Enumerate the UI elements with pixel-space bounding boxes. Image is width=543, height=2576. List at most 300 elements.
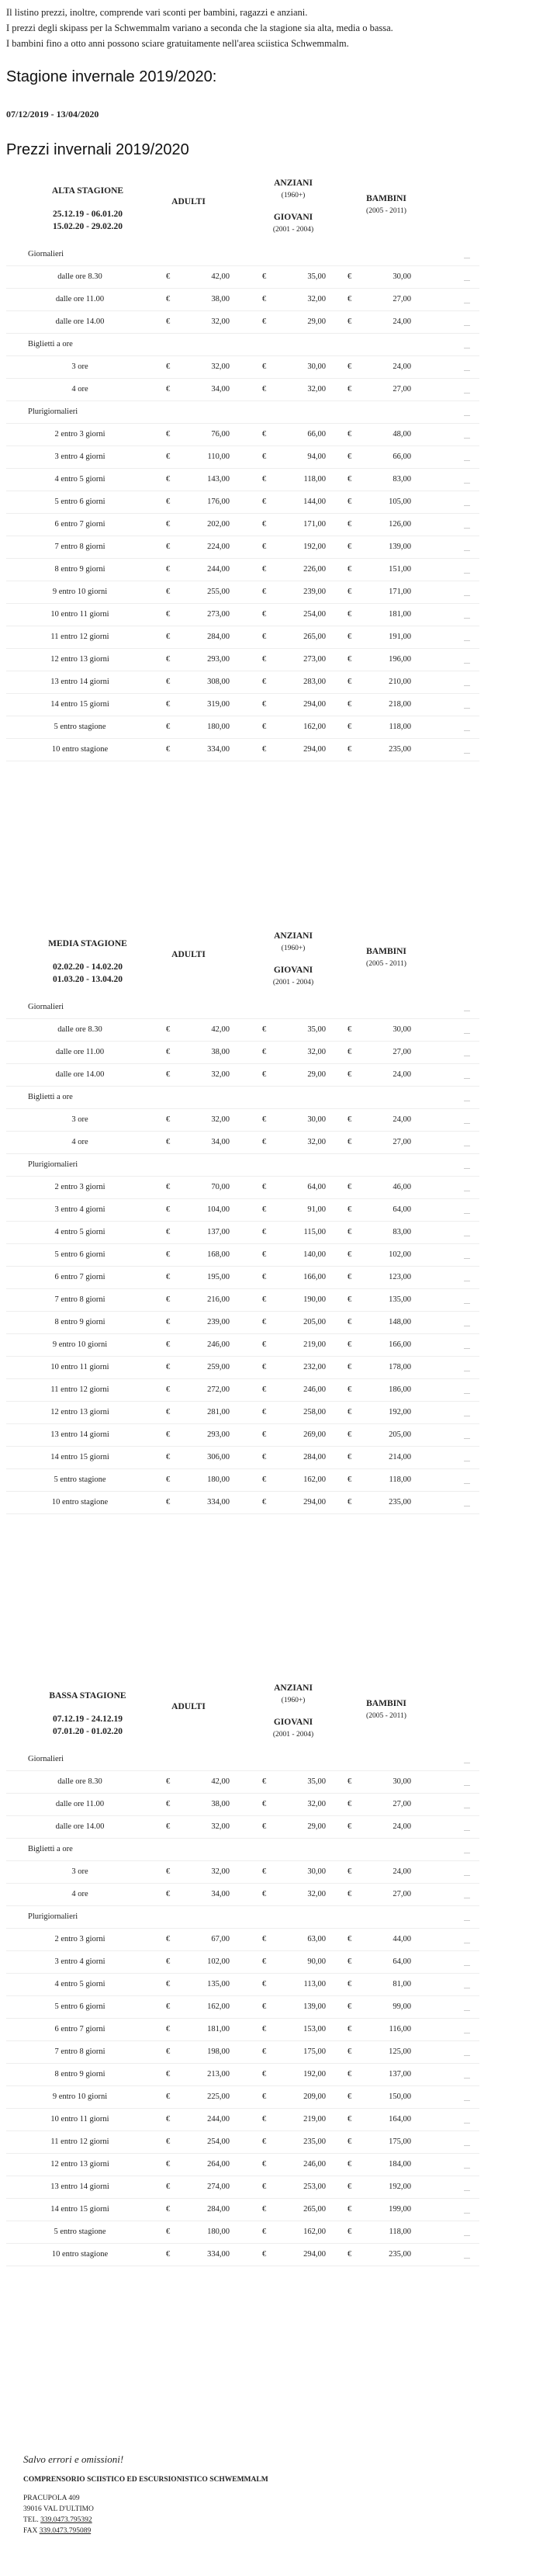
row-label: 8 entro 9 giorni (54, 2070, 105, 2078)
currency-symbol: € (166, 1273, 171, 1281)
price-value: 67,00 (211, 1935, 230, 1943)
row-label: dalle ore 14.00 (55, 1822, 105, 1831)
price-cell (262, 385, 340, 394)
price-cell (262, 1183, 340, 1191)
row-label: Giornalieri (28, 1755, 64, 1763)
row-end-mark (464, 573, 470, 574)
currency-symbol: € (166, 1822, 171, 1831)
currency-symbol: € (166, 633, 171, 641)
price-value: 83,00 (393, 475, 411, 484)
price-cell (166, 498, 244, 506)
currency-symbol: € (348, 2160, 352, 2169)
price-cell (348, 2092, 425, 2101)
col-giovani-sub: (2001 - 2004) (272, 979, 314, 986)
price-cell (166, 1318, 244, 1326)
row-label: 4 entro 5 giorni (54, 1980, 105, 1988)
price-value: 214,00 (389, 1453, 411, 1461)
row-label: 4 entro 5 giorni (54, 475, 105, 484)
price-value: 162,00 (303, 723, 326, 731)
price-cell (262, 1957, 340, 1966)
row-end-mark (464, 1168, 470, 1169)
price-cell (262, 723, 340, 731)
price-cell (166, 700, 244, 709)
price-value: 150,00 (389, 2092, 411, 2101)
currency-symbol: € (348, 1340, 352, 1349)
price-value: 171,00 (303, 520, 326, 529)
price-value: 166,00 (389, 1340, 411, 1349)
currency-symbol: € (166, 543, 171, 551)
price-value: 29,00 (307, 1822, 326, 1831)
price-row (6, 626, 479, 649)
price-value: 281,00 (207, 1408, 230, 1416)
price-row (6, 2199, 479, 2221)
currency-symbol: € (166, 430, 171, 439)
currency-symbol: € (166, 272, 171, 281)
price-cell (166, 2115, 244, 2124)
phone-link[interactable]: 339.0473.795392 (40, 2516, 92, 2524)
price-row (6, 1424, 479, 1447)
price-cell (262, 1363, 340, 1371)
col-anziani-label: ANZIANI (274, 931, 313, 941)
currency-symbol: € (348, 2070, 352, 2078)
row-end-mark (464, 1033, 470, 1034)
currency-symbol: € (262, 1430, 267, 1439)
row-label: 11 entro 12 giorni (50, 2137, 109, 2146)
price-value: 32,00 (211, 362, 230, 371)
price-row (6, 1771, 479, 1794)
price-cell (262, 1475, 340, 1484)
price-cell (348, 1205, 425, 1214)
row-end-mark (464, 1965, 470, 1966)
currency-symbol: € (262, 1822, 267, 1831)
price-row (6, 739, 479, 761)
price-value: 246,00 (207, 1340, 230, 1349)
currency-symbol: € (348, 2115, 352, 2124)
price-value: 90,00 (307, 1957, 326, 1966)
price-row (6, 1794, 479, 1816)
price-cell (166, 1385, 244, 1394)
currency-symbol: € (348, 1115, 352, 1124)
price-value: 273,00 (303, 655, 326, 664)
price-value: 64,00 (393, 1205, 411, 1214)
currency-symbol: € (262, 2228, 267, 2236)
season-name: BASSA STAGIONE (49, 1691, 126, 1701)
currency-symbol: € (166, 475, 171, 484)
price-value: 64,00 (307, 1183, 326, 1191)
price-value: 178,00 (389, 1363, 411, 1371)
row-label: dalle ore 8.30 (57, 272, 102, 281)
row-label: Plurigiornalieri (28, 1160, 78, 1169)
price-value: 125,00 (389, 2047, 411, 2056)
row-label: 14 entro 15 giorni (50, 1453, 109, 1461)
price-value: 24,00 (393, 362, 411, 371)
price-value: 35,00 (307, 1777, 326, 1786)
price-cell (348, 1453, 425, 1461)
col-anziani-giovani (254, 930, 332, 989)
currency-symbol: € (348, 1070, 352, 1079)
col-giovani-label: GIOVANI (273, 1718, 313, 1727)
currency-symbol: € (262, 1980, 267, 1988)
price-row (6, 2244, 479, 2266)
currency-symbol: € (262, 430, 267, 439)
currency-symbol: € (166, 1318, 171, 1326)
row-label: 10 entro stagione (51, 745, 109, 754)
currency-symbol: € (348, 543, 352, 551)
price-cell (348, 1867, 425, 1876)
price-value: 30,00 (393, 272, 411, 281)
price-value: 205,00 (303, 1318, 326, 1326)
currency-symbol: € (262, 610, 267, 619)
col-bambini-sub: (2005 - 2011) (366, 1712, 406, 1720)
price-value: 24,00 (393, 1115, 411, 1124)
currency-symbol: € (348, 385, 352, 394)
price-value: 34,00 (211, 1890, 230, 1898)
currency-symbol: € (348, 1048, 352, 1056)
price-value: 81,00 (393, 1980, 411, 1988)
currency-symbol: € (348, 2182, 352, 2191)
price-cell (262, 2137, 340, 2146)
currency-symbol: € (348, 362, 352, 371)
price-cell (262, 1867, 340, 1876)
currency-symbol: € (166, 723, 171, 731)
row-label: 7 entro 8 giorni (54, 2047, 105, 2056)
price-value: 293,00 (207, 1430, 230, 1439)
price-cell (262, 1273, 340, 1281)
price-value: 30,00 (393, 1025, 411, 1034)
currency-symbol: € (166, 700, 171, 709)
price-value: 190,00 (303, 1295, 326, 1304)
price-value: 102,00 (207, 1957, 230, 1966)
price-cell (262, 498, 340, 506)
price-row (6, 1379, 479, 1402)
row-end-mark (464, 483, 470, 484)
row-label: 10 entro 11 giorni (50, 1363, 109, 1371)
price-cell (348, 2070, 425, 2078)
price-cell (348, 610, 425, 619)
price-row (6, 469, 479, 491)
price-value: 32,00 (307, 1800, 326, 1808)
price-value: 110,00 (207, 452, 230, 461)
row-label: 4 entro 5 giorni (54, 1228, 105, 1236)
price-cell (262, 1385, 340, 1394)
price-cell (166, 1070, 244, 1079)
price-value: 184,00 (389, 2160, 411, 2169)
currency-symbol: € (262, 633, 267, 641)
price-value: 180,00 (207, 723, 230, 731)
currency-symbol: € (166, 1890, 171, 1898)
price-row (6, 581, 479, 604)
price-row (6, 1929, 479, 1951)
price-value: 213,00 (207, 2070, 230, 2078)
price-value: 99,00 (393, 2002, 411, 2011)
currency-symbol: € (348, 317, 352, 326)
price-cell (262, 1048, 340, 1056)
price-cell (348, 272, 425, 281)
currency-symbol: € (348, 1822, 352, 1831)
price-value: 186,00 (389, 1385, 411, 1394)
price-cell (262, 745, 340, 754)
price-cell (166, 2160, 244, 2169)
currency-symbol: € (166, 295, 171, 303)
price-value: 334,00 (207, 2250, 230, 2259)
price-value: 269,00 (303, 1430, 326, 1439)
currency-symbol: € (348, 1935, 352, 1943)
price-cell (348, 1800, 425, 1808)
col-bambini-sub: (2005 - 2011) (366, 207, 406, 215)
price-row (6, 1267, 479, 1289)
currency-symbol: € (348, 452, 352, 461)
season-name-block (22, 185, 154, 233)
price-row (6, 2064, 479, 2086)
price-value: 32,00 (307, 1048, 326, 1056)
price-cell (262, 2047, 340, 2056)
col-anziani-sub: (1960+) (281, 1697, 306, 1704)
price-cell (166, 2025, 244, 2033)
currency-symbol: € (166, 1295, 171, 1304)
col-giovani-sub: (2001 - 2004) (272, 1731, 314, 1739)
table-header (6, 922, 479, 997)
price-cell (262, 520, 340, 529)
currency-symbol: € (262, 2092, 267, 2101)
price-cell (166, 1430, 244, 1439)
currency-symbol: € (166, 1935, 171, 1943)
price-cell (166, 610, 244, 619)
row-label: 6 entro 7 giorni (54, 1273, 105, 1281)
price-table-alta (6, 169, 479, 761)
price-row (6, 2041, 479, 2064)
price-cell (348, 2115, 425, 2124)
price-cell (262, 1777, 340, 1786)
currency-symbol: € (348, 610, 352, 619)
currency-symbol: € (166, 2115, 171, 2124)
price-value: 258,00 (303, 1408, 326, 1416)
price-value: 205,00 (389, 1430, 411, 1439)
intro-line: I prezzi degli skipass per la Schwemmalm variano a seconda che la stagione sia alta, media o bassa. (6, 23, 393, 33)
currency-symbol: € (262, 1385, 267, 1394)
price-row (6, 2154, 479, 2176)
price-value: 244,00 (207, 2115, 230, 2124)
price-cell (262, 2182, 340, 2191)
price-cell (166, 452, 244, 461)
price-value: 35,00 (307, 272, 326, 281)
price-cell (166, 272, 244, 281)
price-cell (166, 678, 244, 686)
row-label: 3 ore (71, 362, 88, 371)
price-row (6, 1132, 479, 1154)
currency-symbol: € (262, 2160, 267, 2169)
category-row (6, 1087, 479, 1109)
price-row (6, 559, 479, 581)
price-value: 115,00 (303, 1228, 326, 1236)
address-line: PRACUPOLA 409 (23, 2495, 80, 2502)
row-end-mark (464, 1483, 470, 1484)
price-value: 24,00 (393, 1822, 411, 1831)
row-end-mark (464, 505, 470, 506)
price-cell (262, 2115, 340, 2124)
price-value: 235,00 (389, 2250, 411, 2259)
row-end-mark (464, 2100, 470, 2101)
currency-symbol: € (166, 1228, 171, 1236)
price-row (6, 379, 479, 401)
price-value: 38,00 (211, 295, 230, 303)
price-value: 34,00 (211, 1138, 230, 1146)
row-label: Giornalieri (28, 1003, 64, 1011)
price-cell (166, 723, 244, 731)
price-cell (262, 1430, 340, 1439)
price-cell (262, 610, 340, 619)
category-row (6, 1906, 479, 1929)
price-value: 284,00 (303, 1453, 326, 1461)
row-end-mark (464, 685, 470, 686)
row-end-mark (464, 2213, 470, 2214)
col-bambini-label: BAMBINI (366, 947, 406, 956)
currency-symbol: € (166, 1957, 171, 1966)
price-row (6, 1974, 479, 1996)
currency-symbol: € (262, 1250, 267, 1259)
price-value: 254,00 (303, 610, 326, 619)
currency-symbol: € (166, 2070, 171, 2078)
price-value: 319,00 (207, 700, 230, 709)
price-cell (348, 475, 425, 484)
row-end-mark (464, 370, 470, 371)
currency-symbol: € (262, 385, 267, 394)
row-label: 6 entro 7 giorni (54, 2025, 105, 2033)
intro-text (6, 5, 393, 51)
currency-symbol: € (166, 1980, 171, 1988)
price-value: 118,00 (389, 2228, 411, 2236)
row-end-mark (464, 2235, 470, 2236)
price-value: 140,00 (303, 1250, 326, 1259)
currency-symbol: € (348, 1228, 352, 1236)
price-value: 334,00 (207, 1498, 230, 1506)
price-cell (348, 498, 425, 506)
fax-link[interactable]: 339.0473.795089 (39, 2527, 92, 2535)
row-end-mark (464, 393, 470, 394)
category-row (6, 1839, 479, 1861)
season-period: 25.12.19 - 06.01.20 (52, 210, 123, 219)
price-cell (262, 272, 340, 281)
price-value: 273,00 (207, 610, 230, 619)
price-value: 265,00 (303, 2205, 326, 2214)
row-label: 3 entro 4 giorni (54, 1205, 105, 1214)
price-value: 224,00 (207, 543, 230, 551)
season-period: 15.02.20 - 29.02.20 (52, 222, 123, 231)
price-row (6, 311, 479, 334)
currency-symbol: € (348, 1498, 352, 1506)
price-row (6, 2019, 479, 2041)
col-adulti: ADULTI (171, 1702, 206, 1711)
row-label: 9 entro 10 giorni (52, 1340, 108, 1349)
currency-symbol: € (262, 745, 267, 754)
price-value: 32,00 (211, 1822, 230, 1831)
currency-symbol: € (348, 2047, 352, 2056)
price-value: 176,00 (207, 498, 230, 506)
price-value: 219,00 (303, 1340, 326, 1349)
price-cell (166, 2228, 244, 2236)
price-value: 137,00 (389, 2070, 411, 2078)
table-header (6, 1674, 479, 1749)
price-value: 137,00 (207, 1228, 230, 1236)
row-end-mark (464, 708, 470, 709)
currency-symbol: € (348, 1957, 352, 1966)
price-cell (348, 1408, 425, 1416)
currency-symbol: € (262, 452, 267, 461)
price-cell (348, 2047, 425, 2056)
currency-symbol: € (262, 2002, 267, 2011)
price-cell (166, 1205, 244, 1214)
price-cell (348, 2228, 425, 2236)
price-row (6, 1357, 479, 1379)
currency-symbol: € (166, 2092, 171, 2101)
row-label: 13 entro 14 giorni (50, 678, 109, 686)
price-row (6, 1019, 479, 1042)
price-value: 42,00 (211, 272, 230, 281)
row-label: 3 entro 4 giorni (54, 1957, 105, 1966)
season-heading: Stagione invernale 2019/2020: (6, 68, 217, 85)
price-value: 166,00 (303, 1273, 326, 1281)
row-label: 4 ore (71, 385, 88, 394)
price-cell (348, 1340, 425, 1349)
category-row (6, 401, 479, 424)
price-value: 29,00 (307, 1070, 326, 1079)
price-cell (166, 565, 244, 574)
currency-symbol: € (262, 655, 267, 664)
price-cell (166, 588, 244, 596)
currency-symbol: € (348, 678, 352, 686)
currency-symbol: € (262, 272, 267, 281)
price-cell (348, 2025, 425, 2033)
season-name: MEDIA STAGIONE (48, 939, 127, 948)
price-value: 123,00 (389, 1273, 411, 1281)
row-label: dalle ore 11.00 (55, 1800, 105, 1808)
price-value: 175,00 (389, 2137, 411, 2146)
price-value: 225,00 (207, 2092, 230, 2101)
currency-symbol: € (348, 475, 352, 484)
price-cell (262, 1318, 340, 1326)
price-cell (166, 1867, 244, 1876)
price-row (6, 1492, 479, 1514)
price-value: 181,00 (389, 610, 411, 619)
price-cell (166, 1475, 244, 1484)
row-end-mark (464, 1123, 470, 1124)
row-label: Plurigiornalieri (28, 1912, 78, 1921)
price-cell (262, 1822, 340, 1831)
price-cell (262, 2092, 340, 2101)
currency-symbol: € (166, 2002, 171, 2011)
row-label: 5 entro stagione (54, 1475, 106, 1484)
price-value: 143,00 (207, 475, 230, 484)
currency-symbol: € (262, 1025, 267, 1034)
price-value: 180,00 (207, 2228, 230, 2236)
price-cell (262, 2160, 340, 2169)
price-value: 272,00 (207, 1385, 230, 1394)
price-cell (166, 1183, 244, 1191)
currency-symbol: € (166, 588, 171, 596)
currency-symbol: € (348, 1475, 352, 1484)
price-value: 293,00 (207, 655, 230, 664)
price-cell (166, 745, 244, 754)
price-cell (262, 2250, 340, 2259)
price-cell (166, 2070, 244, 2078)
price-row (6, 446, 479, 469)
price-value: 274,00 (207, 2182, 230, 2191)
col-bambini (348, 192, 425, 217)
price-value: 226,00 (303, 565, 326, 574)
price-row (6, 1469, 479, 1492)
currency-symbol: € (262, 1183, 267, 1191)
col-bambini-sub: (2005 - 2011) (366, 960, 406, 968)
price-value: 192,00 (303, 2070, 326, 2078)
